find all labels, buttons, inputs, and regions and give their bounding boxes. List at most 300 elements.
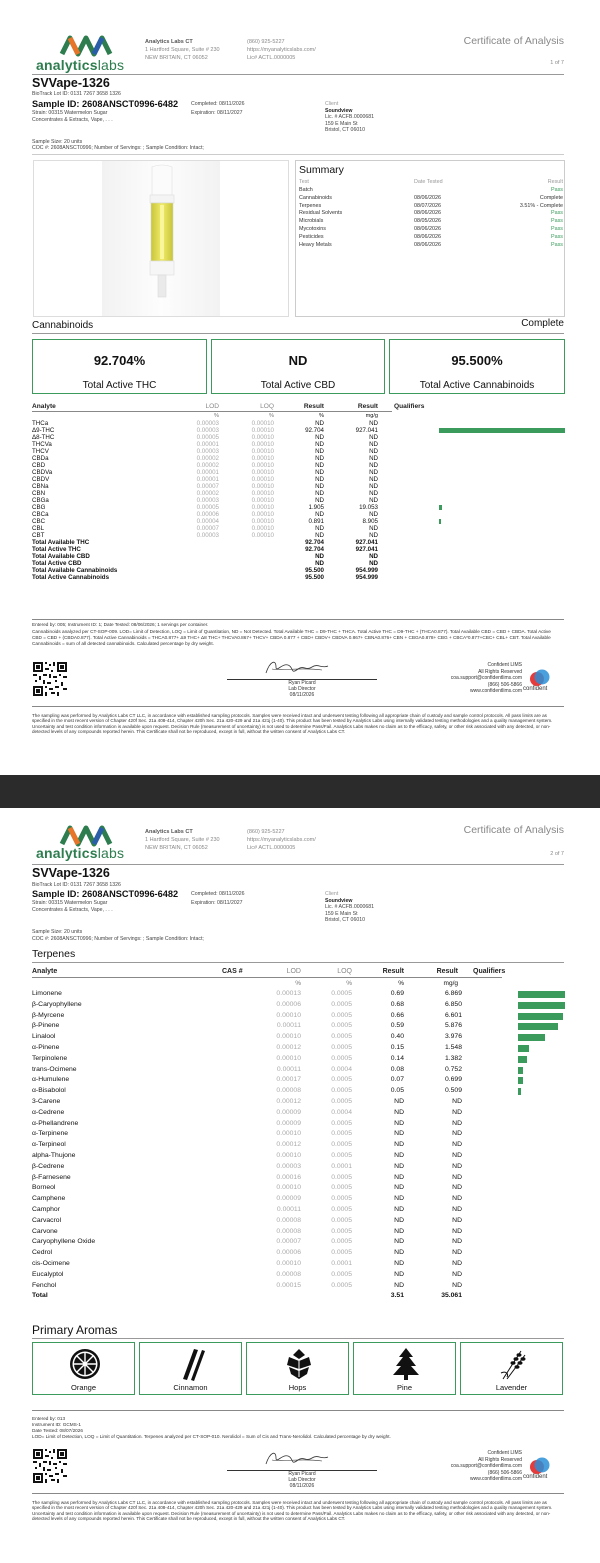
confident-lims-info (451, 1450, 522, 1483)
table-row (32, 1174, 565, 1184)
loq-value: 0.0005 (331, 1195, 352, 1203)
lod-value: 0.00003 (196, 427, 219, 434)
page-header (0, 0, 600, 75)
loq-value: 0.0005 (331, 1184, 352, 1192)
biotrack-id: BioTrack Lot ID: 0131 7267 3658 1326 (32, 882, 121, 888)
result-mg: ND (452, 1270, 462, 1278)
total-row (32, 546, 565, 553)
loq-value: 0.00010 (251, 427, 274, 434)
total-mg: ND (369, 560, 378, 567)
lod-value: 0.00006 (276, 1000, 301, 1008)
analyte-name: Terpinolene (32, 1054, 68, 1062)
analyte-name: α-Pinene (32, 1044, 60, 1051)
result-pct: ND (315, 490, 324, 497)
result-mg: ND (452, 1173, 462, 1181)
loq-value: 0.0005 (331, 1152, 352, 1159)
loq-value: 0.00010 (251, 483, 274, 490)
lod-value: 0.00004 (196, 518, 219, 525)
result-mg: ND (369, 511, 378, 518)
qr-code-icon[interactable] (32, 661, 68, 697)
analyte-name: α-Bisabolol (32, 1087, 66, 1095)
signature-image (262, 1448, 342, 1470)
lod-value: 0.00002 (196, 462, 219, 469)
lod-value: 0.00002 (196, 455, 219, 462)
result-pct: ND (315, 469, 324, 476)
cannabinoid-footnote-1: Entered by: 005; Instrument ID: 1; Date Tested: 08/06/2026; 1 servings per container. (32, 622, 209, 627)
client-street: 159 E Main St (325, 120, 358, 127)
result-pct: ND (315, 441, 324, 448)
lod-value: 0.00011 (276, 1206, 301, 1213)
result-mg: ND (452, 1108, 462, 1116)
summary-result: Pass (551, 233, 563, 240)
client-label: Client (325, 891, 339, 897)
summary-header-date: Date Tested (414, 179, 443, 185)
lod-value: 0.00003 (196, 420, 219, 427)
result-mg: ND (452, 1249, 462, 1257)
lod-value: 0.00005 (196, 434, 219, 441)
col-lod: LOD (205, 403, 219, 410)
lims-website[interactable]: www.confidentlims.com (470, 1476, 522, 1483)
lod-value: 0.00012 (276, 1098, 301, 1105)
cannabinoids-title: Cannabinoids (32, 320, 94, 331)
analyte-name: Caryophyllene Oxide (32, 1238, 96, 1246)
result-mg: ND (452, 1141, 462, 1149)
total-row (32, 567, 565, 574)
terp-col-loq: LOQ (337, 968, 352, 975)
pine-tree-icon (388, 1347, 424, 1381)
lod-value: 0.00015 (276, 1281, 301, 1289)
total-thc-label: Total Active THC (82, 380, 157, 391)
lod-value: 0.00006 (276, 1249, 301, 1257)
total-cannabinoids-box (389, 339, 565, 394)
table-row (32, 1087, 565, 1097)
result-mg: 5.876 (444, 1022, 462, 1030)
summary-date: 08/06/2026 (414, 194, 441, 201)
loq-value: 0.00010 (251, 532, 274, 539)
total-name: Total Active CBD (32, 560, 82, 567)
result-mg: ND (369, 490, 378, 497)
lod-value: 0.00010 (276, 1011, 301, 1019)
lod-value: 0.00008 (276, 1216, 301, 1224)
total-pct: 95.500 (305, 574, 324, 581)
loq-value: 0.00010 (251, 511, 274, 518)
qualifier-bar (518, 1056, 527, 1063)
summary-row (299, 203, 563, 210)
result-pct: 0.05 (390, 1087, 404, 1095)
terp-footnote-1: Entered by: 013 (32, 1416, 66, 1421)
disclaimer-text: The sampling was performed by Analytics Labs CT LLC, in accordance with established sampling protocols. Samples were received intact and underwent testing following all appropriate chain of custody and sample control protocols. All pass limits are as specified in the most recent version of Chapter 420f Sec. 21a 408-414, Chapter 420h Sec. 21a 420-429 and 21a 421j (1-40). This product has been tested by Analytics Labs using internally validated testing methodologies and a quality management system. Uncertainty and test condition information is available upon request. Decision Rule (measurement of uncertainty) is not used to determine Pass/Fail. Analytics Labs makes no claim as to the efficacy, safety, or other risk associated with any detected, or non-detected levels of any compounds reported herein. This Certificate shall not be reproduced, except in full, without the written consent of Analytics Labs CT. (32, 713, 553, 735)
analyte-name: Linalool (32, 1033, 56, 1041)
result-pct: ND (315, 532, 324, 539)
lab-phone: (860) 925-5227 (247, 829, 285, 835)
result-pct: 0.891 (308, 518, 324, 525)
lod-value: 0.00007 (196, 525, 219, 532)
expiration-date: Expiration: 08/11/2027 (191, 900, 243, 906)
client-name: Soundview (325, 107, 353, 114)
total-cannabinoids-label: Total Active Cannabinoids (419, 380, 535, 391)
total-row (32, 574, 565, 581)
col-result-pct: Result (303, 403, 324, 410)
table-row (32, 1055, 565, 1065)
analyte-name: β-Pinene (32, 1022, 60, 1030)
signer-name: Ryan Picard (288, 680, 316, 686)
lab-address-line2: NEW BRITAIN, CT 06052 (145, 55, 208, 62)
confident-logo-icon (529, 668, 551, 688)
col-qualifiers: Qualifiers (394, 403, 425, 410)
loq-value: 0.00010 (251, 434, 274, 441)
client-city: Bristol, CT 06010 (325, 917, 365, 924)
result-mg: ND (369, 469, 378, 476)
table-row (32, 1195, 565, 1205)
loq-value: 0.0005 (331, 1022, 352, 1030)
table-row (32, 497, 565, 504)
lod-value: 0.00010 (276, 1054, 301, 1062)
lod-value: 0.00012 (276, 1141, 301, 1149)
result-pct: ND (394, 1108, 404, 1116)
analyte-name: β-Farnesene (32, 1173, 71, 1181)
loq-value: 0.0005 (331, 1119, 352, 1127)
summary-row (299, 226, 563, 233)
result-mg: ND (452, 1162, 462, 1170)
summary-date: 08/06/2026 (414, 233, 441, 240)
page-number: 1 of 7 (550, 60, 564, 66)
result-mg: ND (452, 1227, 462, 1235)
summary-date: 08/07/2026 (414, 202, 441, 209)
result-pct: ND (394, 1130, 404, 1138)
summary-test: Residual Solvents (299, 210, 343, 217)
loq-value: 0.0004 (331, 1065, 352, 1073)
result-mg: 1.382 (444, 1054, 462, 1062)
result-mg: ND (369, 455, 378, 462)
table-row (32, 1238, 565, 1248)
loq-value: 0.0005 (331, 1249, 352, 1257)
table-row (32, 469, 565, 476)
terp-col-lod: LOD (286, 968, 301, 975)
qualifier-bar (518, 1013, 563, 1020)
lab-address-line2: NEW BRITAIN, CT 06052 (145, 845, 208, 852)
summary-row (299, 210, 563, 217)
table-row (32, 1130, 565, 1140)
analyte-name: Cedrol (32, 1249, 53, 1257)
loq-value: 0.0005 (331, 1216, 352, 1224)
result-mg: ND (369, 476, 378, 483)
summary-row (299, 218, 563, 225)
lod-value: 0.00009 (276, 1195, 301, 1203)
analyte-name: Limonene (32, 990, 62, 997)
lab-address (145, 38, 220, 63)
summary-date: 08/05/2026 (414, 218, 441, 225)
qualifier-bar (518, 991, 565, 998)
result-mg: 6.869 (444, 990, 462, 997)
lavender-sprig-icon (495, 1347, 531, 1381)
table-row (32, 455, 565, 462)
col-result-mg: Result (357, 403, 378, 410)
total-row (32, 539, 565, 546)
summary-date: 08/06/2026 (414, 226, 441, 232)
lims-line2: All Rights Reserved (478, 1456, 522, 1463)
coc-info: COC #: 2608ANSCT0996; Number of Servings: ; Sample Condition: Intact; (32, 145, 204, 151)
total-mg: 954.999 (355, 574, 378, 581)
result-pct: ND (394, 1206, 404, 1213)
result-mg: 0.752 (444, 1065, 462, 1073)
unit-loq: % (269, 413, 274, 419)
table-row (32, 1152, 565, 1162)
lod-value: 0.00003 (196, 448, 219, 455)
loq-value: 0.00010 (251, 476, 274, 483)
info-divider (32, 154, 564, 155)
lab-url[interactable]: https://myanalyticslabs.com/ (247, 47, 316, 54)
lod-value: 0.00008 (276, 1270, 301, 1278)
sample-id: Sample ID: 2608ANSCT0996-6482 (32, 889, 179, 899)
result-pct: 0.40 (390, 1033, 404, 1041)
document-title: Certificate of Analysis (463, 824, 564, 836)
lab-phone: (860) 925-5227 (247, 39, 285, 45)
loq-value: 0.0005 (331, 1098, 352, 1105)
table-row (32, 504, 565, 511)
aroma-hops-card (246, 1342, 349, 1395)
loq-value: 0.00010 (251, 469, 274, 476)
table-row (32, 532, 565, 539)
table-row (32, 490, 565, 497)
total-pct: 3.51 (390, 1292, 404, 1300)
result-mg: 0.509 (444, 1087, 462, 1095)
analyte-name: 3-Carene (32, 1098, 61, 1105)
lod-value: 0.00013 (276, 990, 301, 997)
signature-date: 08/11/2026 (289, 1482, 315, 1489)
total-name: Total Available CBD (32, 553, 90, 560)
aroma-pine-card (353, 1342, 456, 1395)
summary-test: Mycotoxins (299, 226, 326, 232)
table-row (32, 1098, 565, 1108)
total-name: Total Available Cannabinoids (32, 567, 118, 574)
client-license: Lic. # ACFB.0000681 (325, 114, 375, 121)
confident-brand: confident (523, 1474, 548, 1480)
analyte-name: CBC (32, 518, 46, 525)
result-mg: ND (452, 1281, 462, 1289)
aroma-label-orange: Orange (70, 1383, 97, 1392)
summary-result: Pass (551, 218, 563, 225)
loq-value: 0.0005 (331, 1076, 352, 1084)
lod-value: 0.00001 (196, 469, 219, 476)
result-pct: 0.69 (390, 990, 404, 997)
summary-panel (295, 160, 565, 317)
client-street: 159 E Main St (325, 910, 358, 917)
vape-cartridge-image (34, 161, 289, 317)
signer-name: Ryan Picard (288, 1471, 316, 1477)
total-row (32, 560, 565, 567)
result-pct: ND (315, 483, 324, 490)
lims-phone: (866) 506-5866 (487, 1469, 522, 1476)
table-row (32, 1217, 565, 1227)
lims-email[interactable]: coa.support@confidentlims.com (450, 1463, 522, 1470)
lod-value: 0.00003 (276, 1162, 301, 1170)
result-mg: ND (369, 462, 378, 469)
result-pct: ND (394, 1260, 404, 1267)
client-city: Bristol, CT 06010 (325, 127, 365, 134)
result-pct: ND (315, 525, 324, 532)
cannabinoid-footnote-2: Cannabinoids analyzed per CT-SOP-009. LOD= Limit of Detection, LOQ = Limit of Quantitation, ND = Not Detected. Total Available THC = D9-THC + THCA. Total Active THC = D9-THC + (THCA0.877). Total Available CBD = CBD + CBDA. Total Active CBD = CBD + (CBDA0.877). Total Active Cannabinoids = THCA0.877+ Δ9 THC+ Δ8 THC+ THCVA0.867+ THCV+ CBDA 0.877 + CBD+ CBDV+ CBDVA 0.867+ CBNA0.876+ CBN + CBGA0.878+ CBG + CBCA*0.877+CBC+ CBL+ CBT. Total Available Cannabinoids = sum of all detected cannabinoids. Calculated percentage by dry weight. (32, 629, 551, 646)
result-pct: ND (315, 434, 324, 441)
cannabinoids-status: Complete (521, 318, 564, 329)
col-loq: LOQ (260, 403, 274, 410)
table-row (32, 1163, 565, 1173)
cannabinoids-divider (32, 333, 564, 334)
table-row (32, 1249, 565, 1259)
terp-col-result-pct: Result (382, 968, 404, 975)
total-pct: 95.500 (305, 567, 324, 574)
result-mg: 1.548 (444, 1044, 462, 1051)
loq-value: 0.00010 (251, 525, 274, 532)
analyte-name: α-Terpineol (32, 1141, 66, 1149)
loq-value: 0.0004 (331, 1108, 352, 1116)
client-license: Lic. # ACFB.0000681 (325, 904, 375, 911)
result-mg: ND (452, 1098, 462, 1105)
total-pct: 92.704 (305, 539, 324, 546)
result-pct: 0.15 (390, 1044, 404, 1051)
analyte-name: CBGa (32, 497, 49, 504)
loq-value: 0.00010 (251, 490, 274, 497)
terp-footnote-3: Date Tested: 08/07/2026 (32, 1428, 83, 1433)
lab-address-line1: 1 Hartford Square, Suite # 230 (145, 47, 220, 54)
logo-wordmark: analyticslabs (36, 57, 125, 73)
result-pct: 0.08 (390, 1065, 404, 1073)
signer-title: Lab Director (288, 1476, 316, 1483)
analyte-name: Fenchol (32, 1281, 57, 1289)
result-pct: ND (394, 1216, 404, 1224)
terp-unit-lod: % (295, 980, 301, 987)
terp-footnote-divider (32, 1410, 564, 1411)
table-row (32, 525, 565, 532)
coc-info: COC #: 2608ANSCT0996; Number of Servings: ; Sample Condition: Intact; (32, 936, 204, 942)
result-pct: ND (315, 420, 324, 427)
result-mg: ND (452, 1195, 462, 1203)
unit-result-mg: mg/g (365, 413, 378, 419)
analyte-name: CBDVa (32, 469, 53, 476)
qualifier-bar (518, 1002, 565, 1009)
lod-value: 0.00010 (276, 1260, 301, 1267)
summary-result: Complete (539, 194, 563, 201)
orange-slice-icon (67, 1347, 103, 1381)
table-row (32, 1271, 565, 1281)
table-row (32, 434, 565, 441)
signature-date: 08/11/2026 (289, 691, 315, 698)
sample-size: Sample Size: 20 units (32, 139, 83, 145)
qr-code-icon[interactable] (32, 1448, 68, 1484)
lod-value: 0.00003 (196, 497, 219, 504)
total-mg: ND (369, 553, 378, 560)
result-mg: ND (369, 483, 378, 490)
aroma-orange-card (32, 1342, 135, 1395)
summary-header-row (299, 179, 563, 186)
result-mg: ND (369, 434, 378, 441)
table-row (32, 1184, 565, 1194)
analyte-name: CBDV (32, 476, 50, 483)
terp-unit-result-mg: mg/g (443, 980, 458, 987)
result-mg: ND (369, 525, 378, 532)
aroma-label-pine: Pine (396, 1383, 412, 1392)
lod-value: 0.00010 (276, 1130, 301, 1138)
result-mg: ND (369, 532, 378, 539)
signature-block (262, 681, 342, 698)
loq-value: 0.0001 (331, 1162, 352, 1170)
result-pct: ND (394, 1184, 404, 1192)
analyte-name: cis-Ocimene (32, 1260, 70, 1267)
result-pct: 92.704 (305, 427, 324, 434)
terpenes-divider (32, 962, 564, 963)
total-pct: ND (315, 560, 324, 567)
result-pct: ND (394, 1227, 404, 1235)
table-row (32, 1260, 565, 1270)
analyte-name: Camphor (32, 1206, 60, 1213)
signature-block (262, 1472, 342, 1489)
table-row (32, 1109, 565, 1119)
result-pct: ND (394, 1141, 404, 1149)
loq-value: 0.0005 (331, 1033, 352, 1041)
analyte-name: α-Cedrene (32, 1108, 65, 1116)
unit-lod: % (214, 413, 219, 419)
cinnamon-stick-icon (174, 1347, 210, 1381)
product-name: SVVape-1326 (32, 866, 110, 880)
lod-value: 0.00007 (276, 1238, 301, 1246)
table-row (32, 1033, 565, 1043)
terp-footnote-4: LOD= Limit of Detection, LOQ = Limit of Quantitation. Terpenes analyzed per CT-SOP-010. Nerolidol = Sum of Cis and Trans-Nerolidol. Calculated percentage by dry weight. (32, 1434, 391, 1439)
result-pct: ND (394, 1152, 404, 1159)
loq-value: 0.00010 (251, 497, 274, 504)
lims-email[interactable]: coa.support@confidentlims.com (450, 675, 522, 682)
table-row (32, 1012, 565, 1022)
lab-license: Lic# ACTL.0000005 (247, 845, 296, 852)
summary-row (299, 242, 563, 249)
lims-website[interactable]: www.confidentlims.com (470, 688, 522, 695)
table-row (32, 1120, 565, 1130)
terp-col-result-mg: Result (436, 968, 458, 975)
footnote-divider (32, 619, 564, 620)
result-mg: ND (452, 1206, 462, 1213)
summary-result: Pass (551, 241, 563, 248)
analyte-name: CBT (32, 532, 45, 539)
lod-value: 0.00017 (276, 1076, 301, 1084)
lab-url[interactable]: https://myanalyticslabs.com/ (247, 837, 316, 844)
disclaimer-divider (32, 706, 564, 707)
loq-value: 0.00010 (251, 420, 274, 427)
disclaimer-divider (32, 1493, 564, 1494)
completed-date: Completed: 08/11/2026 (191, 101, 245, 107)
unit-result-pct: % (319, 413, 324, 419)
qualifier-bar (518, 1067, 523, 1074)
table-row (32, 518, 565, 525)
lab-contact (247, 828, 316, 853)
summary-test: Batch (299, 187, 313, 193)
result-pct: ND (315, 462, 324, 469)
loq-value: 0.00010 (251, 441, 274, 448)
result-mg: ND (369, 441, 378, 448)
analyte-name: β-Caryophyllene (32, 1000, 82, 1008)
product-photo (33, 160, 289, 317)
aroma-cinnamon-card (139, 1342, 242, 1395)
result-pct: ND (394, 1119, 404, 1127)
result-pct: ND (315, 476, 324, 483)
lod-value: 0.00010 (276, 1033, 301, 1041)
terp-col-cas: CAS # (222, 968, 243, 975)
result-pct: ND (315, 448, 324, 455)
result-pct: ND (394, 1098, 404, 1105)
analyte-name: alpha-Thujone (32, 1152, 76, 1159)
lod-value: 0.00016 (276, 1173, 301, 1181)
lod-value: 0.00009 (276, 1119, 301, 1127)
category: Concentrates & Extracts, Vape, . . . (32, 117, 113, 123)
qualifier-bar (518, 1088, 521, 1095)
client-block (325, 101, 374, 134)
